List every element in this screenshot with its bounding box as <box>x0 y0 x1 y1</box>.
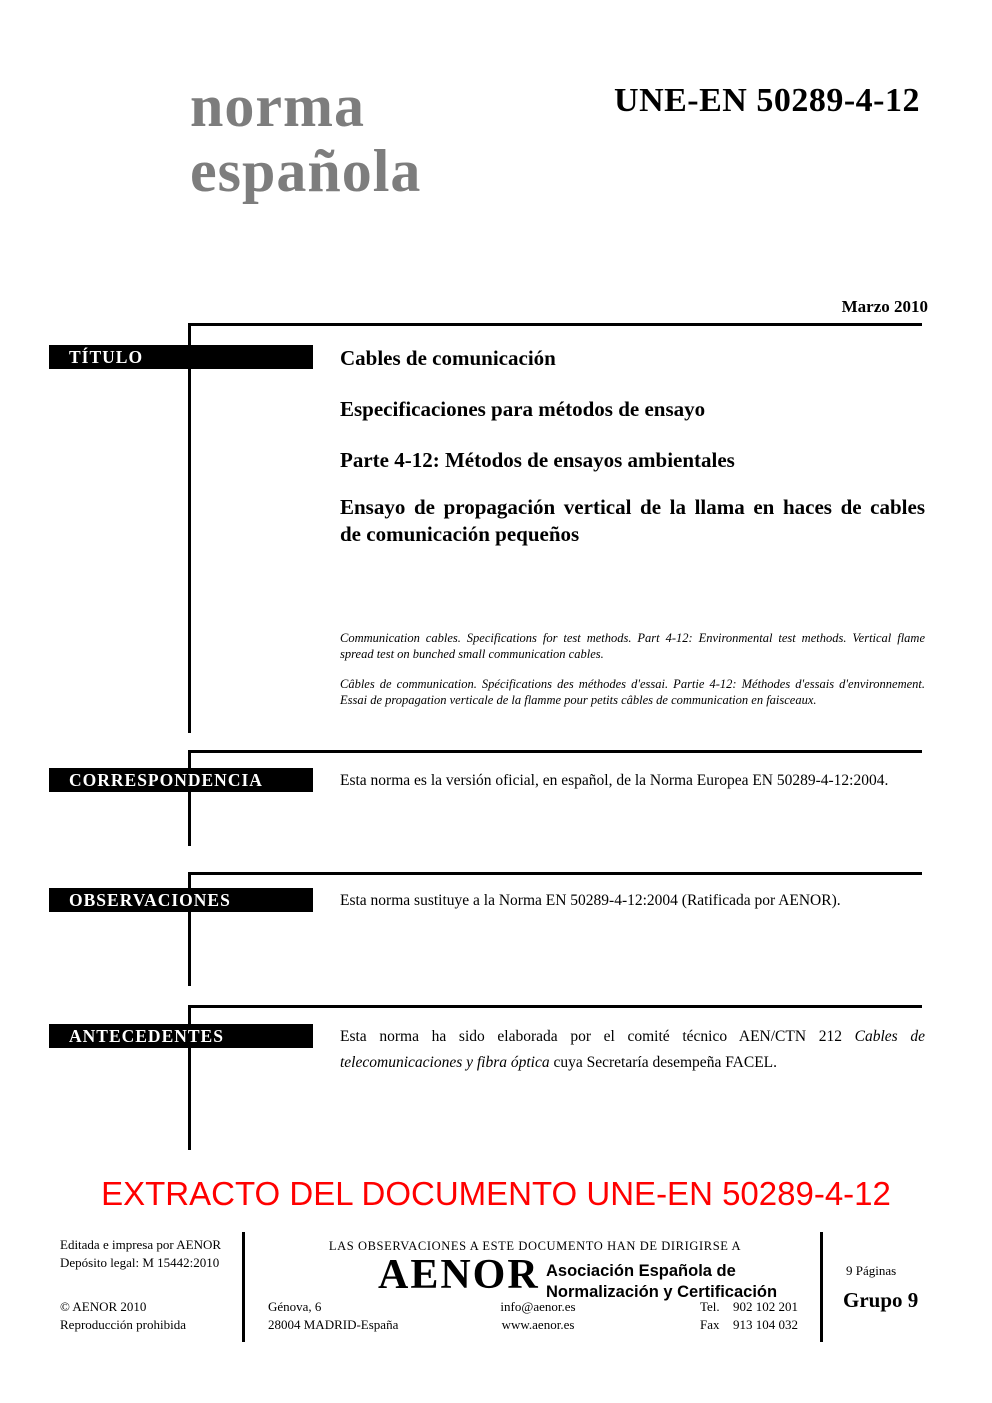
antecedentes-rule <box>188 1005 922 1008</box>
footer-tel-value: 902 102 201 <box>733 1299 798 1314</box>
titulo-vertical-line <box>188 323 191 733</box>
norma-espanola-wordmark <box>190 74 421 204</box>
antecedentes-text-after: cuya Secretaría desempeña FACEL. <box>549 1054 778 1071</box>
footer-fax-value: 913 104 032 <box>733 1317 798 1332</box>
footer-phone-values <box>733 1298 798 1334</box>
footer-page-count: 9 Páginas <box>846 1263 897 1278</box>
footer-address-line2: 28004 MADRID-España <box>268 1317 399 1332</box>
footer-fax-label: Fax <box>700 1317 720 1332</box>
footer-publisher-line2: Depósito legal: M 15442:2010 <box>60 1255 220 1270</box>
wordmark-line-norma: norma <box>190 73 365 139</box>
correspondencia-text: Esta norma es la versión oficial, en español, de la Norma Europea EN 50289-4-12:2004. <box>340 772 889 789</box>
title-line-2: Especificaciones para métodos de ensayo <box>340 397 706 421</box>
footer-address-line1: Génova, 6 <box>268 1299 322 1314</box>
title-line-1: Cables de comunicación <box>340 346 556 370</box>
footer-publisher-block <box>60 1236 221 1272</box>
aenor-logo: AENOR <box>378 1252 540 1298</box>
footer-address-block <box>268 1298 398 1334</box>
footer-copyright-line2: Reproducción prohibida <box>60 1317 186 1332</box>
observaciones-text: Esta norma sustituye a la Norma EN 50289-4-12:2004 (Ratificada por AENOR). <box>340 892 841 909</box>
antecedentes-label: ANTECEDENTES <box>49 1024 313 1048</box>
footer-divider-left <box>242 1232 245 1342</box>
aenor-association-name <box>546 1261 777 1303</box>
footer-email: info@aenor.es <box>500 1299 576 1314</box>
aenor-association-line2: Normalización y Certificación <box>546 1283 778 1301</box>
observaciones-rule <box>188 872 922 875</box>
antecedentes-text <box>340 1024 925 1076</box>
footer-publisher-line1: Editada e impresa por AENOR <box>60 1237 222 1252</box>
title-line-4b: de comunicación pequeños <box>340 522 580 546</box>
titulo-label: TÍTULO <box>49 345 313 369</box>
correspondencia-label: CORRESPONDENCIA <box>49 768 313 792</box>
footer-tel-label: Tel. <box>700 1299 720 1314</box>
footer-group: Grupo 9 <box>843 1288 919 1312</box>
antecedentes-text-before: Esta norma ha sido elaborada por el comité técnico AEN/CTN 212 <box>340 1028 855 1045</box>
footer-copyright-block <box>60 1298 186 1334</box>
observaciones-label: OBSERVACIONES <box>49 888 313 912</box>
antecedentes-text-italic: Cables de telecomunicaciones y fibra óptica <box>340 1028 926 1071</box>
title-line-4a: Ensayo de propagación vertical de la llama en haces de cables <box>340 495 925 519</box>
wordmark-line-espanola: española <box>190 138 422 204</box>
titulo-rule <box>188 323 922 326</box>
document-number: UNE-EN 50289-4-12 <box>614 82 920 119</box>
correspondencia-vertical-line <box>188 750 191 846</box>
extracto-heading: EXTRACTO DEL DOCUMENTO UNE-EN 50289-4-12 <box>101 1175 891 1212</box>
document-date: Marzo 2010 <box>841 297 928 316</box>
footer-phone-labels <box>700 1298 720 1334</box>
title-translation-french: Câbles de communication. Spécifications des méthodes d'essai. Partie 4-12: Méthodes d'essais d'environnement. Essai de propagation verticale de la flamme pour petits câbles de communication en faisceaux. <box>340 677 925 707</box>
title-line-3: Parte 4-12: Métodos de ensayos ambientales <box>340 448 735 472</box>
footer-contact-web-block <box>448 1298 628 1334</box>
footer-notice: LAS OBSERVACIONES A ESTE DOCUMENTO HAN DE DIRIGIRSE A <box>328 1239 742 1253</box>
title-translation-english: Communication cables. Specifications for test methods. Part 4-12: Environmental test methods. Vertical flame spread test on bunched small communication cables. <box>340 631 925 661</box>
footer-website: www.aenor.es <box>501 1317 575 1332</box>
correspondencia-rule <box>188 750 922 753</box>
footer-copyright-line1: © AENOR 2010 <box>60 1299 147 1314</box>
aenor-association-line1: Asociación Española de <box>546 1262 736 1280</box>
